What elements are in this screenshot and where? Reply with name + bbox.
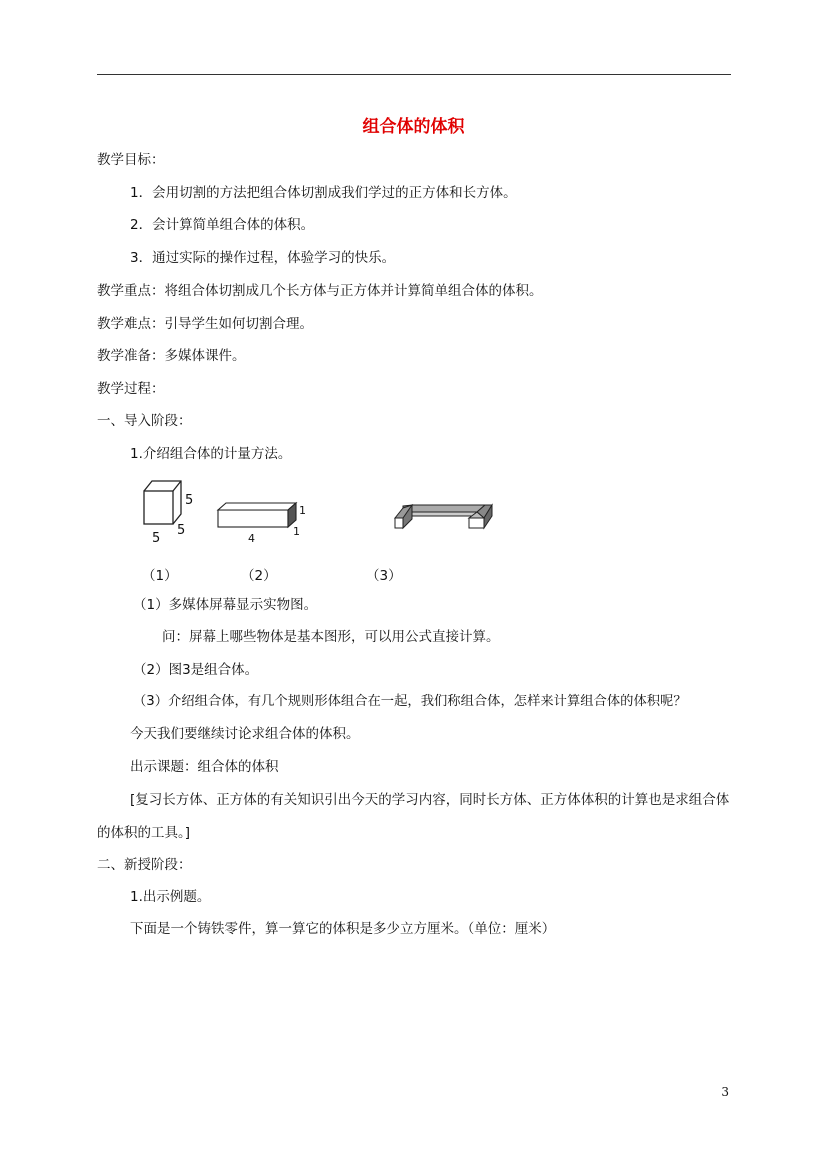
note-6: 出示课题：组合体的体积 <box>130 759 279 775</box>
note-1: （1）多媒体屏幕显示实物图。 <box>133 597 318 613</box>
figure-1-caption: （1） <box>142 568 178 584</box>
figure-composite <box>395 505 492 528</box>
section-1-item-1: 1.介绍组合体的计量方法。 <box>130 446 292 462</box>
process-label: 教学过程： <box>97 381 165 397</box>
box-width-label: 1 <box>293 525 300 538</box>
section-2-item-1: 1.出示例题。 <box>130 889 211 905</box>
section-1-heading: 一、导入阶段： <box>97 413 192 429</box>
note-2: 问：屏幕上哪些物体是基本图形，可以用公式直接计算。 <box>162 629 500 645</box>
page-number: 3 <box>721 1085 729 1099</box>
key-point: 教学重点：将组合体切割成几个长方体与正方体并计算简单组合体的体积。 <box>97 283 543 299</box>
figure-box <box>218 503 296 527</box>
example-problem: 下面是一个铸铁零件，算一算它的体积是多少立方厘米。（单位：厘米） <box>130 921 556 937</box>
objective-2: 2．会计算简单组合体的体积。 <box>130 217 315 233</box>
objective-3: 3．通过实际的操作过程，体验学习的快乐。 <box>130 250 396 266</box>
objectives-label: 教学目标： <box>97 152 165 168</box>
note-3: （2）图3是组合体。 <box>133 662 259 678</box>
box-length-label: 4 <box>248 532 255 545</box>
cube-front-label: 5 <box>177 523 186 538</box>
objective-1: 1．会用切割的方法把组合体切割成我们学过的正方体和长方体。 <box>130 185 517 201</box>
bracket-note: [复习长方体、正方体的有关知识引出今天的学习内容，同时长方体、正方体体积的计算也是求组合体的体积的工具。] <box>97 792 730 841</box>
note-5: 今天我们要继续讨论求组合体的体积。 <box>130 726 360 742</box>
cube-side-label: 5 <box>185 493 194 508</box>
figure-cube <box>144 481 181 524</box>
note-4: （3）介绍组合体，有几个规则形体组合在一起，我们称组合体，怎样来计算组合体的体积呢？ <box>133 694 687 709</box>
box-height-label: 1 <box>299 504 306 517</box>
figure-2-caption: （2） <box>241 568 277 584</box>
figure-3-caption: （3） <box>366 568 402 584</box>
section-2-heading: 二、新授阶段： <box>97 857 192 873</box>
preparation: 教学准备：多媒体课件。 <box>97 348 246 364</box>
page-title: 组合体的体积 <box>362 117 465 137</box>
difficulty: 教学难点：引导学生如何切割合理。 <box>97 316 313 332</box>
cube-bottom-label: 5 <box>152 531 161 546</box>
